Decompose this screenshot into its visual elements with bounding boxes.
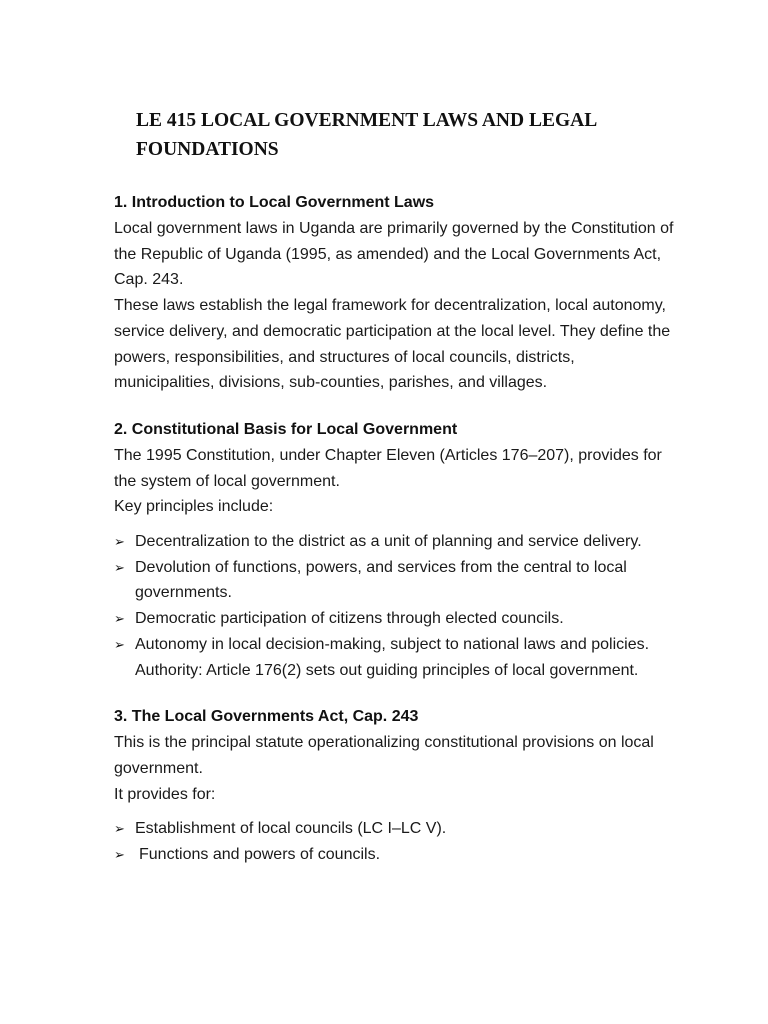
arrowhead-bullet-icon: ➢ [114,636,125,652]
section-local-governments-act [114,704,674,868]
list-item-text: Decentralization to the district as a unit of planning and service delivery. [135,533,642,551]
paragraph: The 1995 Constitution, under Chapter Eleven (Articles 176–207), provides for the system of local government. [114,446,662,490]
bullet-list [114,529,674,658]
list-item [114,816,674,842]
list-item-text: Functions and powers of councils. [139,846,381,864]
list-item [114,555,674,606]
list-item [114,842,674,868]
paragraph: This is the principal statute operationalizing constitutional provisions on local government. [114,734,654,777]
list-item-text: Devolution of functions, powers, and services from the central to local governments. [135,558,627,602]
list-item [114,632,674,658]
bullet-list [114,816,674,867]
arrowhead-bullet-icon: ➢ [114,821,125,837]
arrowhead-bullet-icon: ➢ [114,611,125,627]
list-item [114,529,674,555]
section-constitutional-basis [114,417,674,683]
paragraph: It provides for: [114,785,216,803]
paragraph: These laws establish the legal framework for decentralization, local autonomy, service delivery, and democratic participation at the local level. They define the powers, responsibilities, and structures of local councils, districts, municipalities, divisions, sub-counties, parishes, and villages. [114,297,671,392]
section-heading: 3. The Local Governments Act, Cap. 243 [114,708,419,726]
list-item-text: Autonomy in local decision-making, subject to national laws and policies. [135,635,650,653]
section-introduction [114,190,674,396]
authority-note: Authority: Article 176(2) sets out guiding principles of local government. [135,661,639,679]
section-heading: 1. Introduction to Local Government Laws [114,194,435,211]
arrowhead-bullet-icon: ➢ [114,847,125,863]
list-item-text: Establishment of local councils (LC I–LC V). [135,820,447,838]
list-item [114,606,674,632]
document-body [114,190,674,868]
paragraph: Key principles include: [114,498,274,516]
page-title: LE 415 LOCAL GOVERNMENT LAWS AND LEGAL FOUNDATIONS [136,110,597,160]
arrowhead-bullet-icon: ➢ [114,559,125,575]
list-item-text: Democratic participation of citizens through elected councils. [135,610,564,628]
arrowhead-bullet-icon: ➢ [114,534,125,550]
section-heading: 2. Constitutional Basis for Local Government [114,420,458,438]
paragraph: Local government laws in Uganda are primarily governed by the Constitution of the Republic of Uganda (1995, as amended) and the Local Governments Act, Cap. 243. [114,220,674,289]
